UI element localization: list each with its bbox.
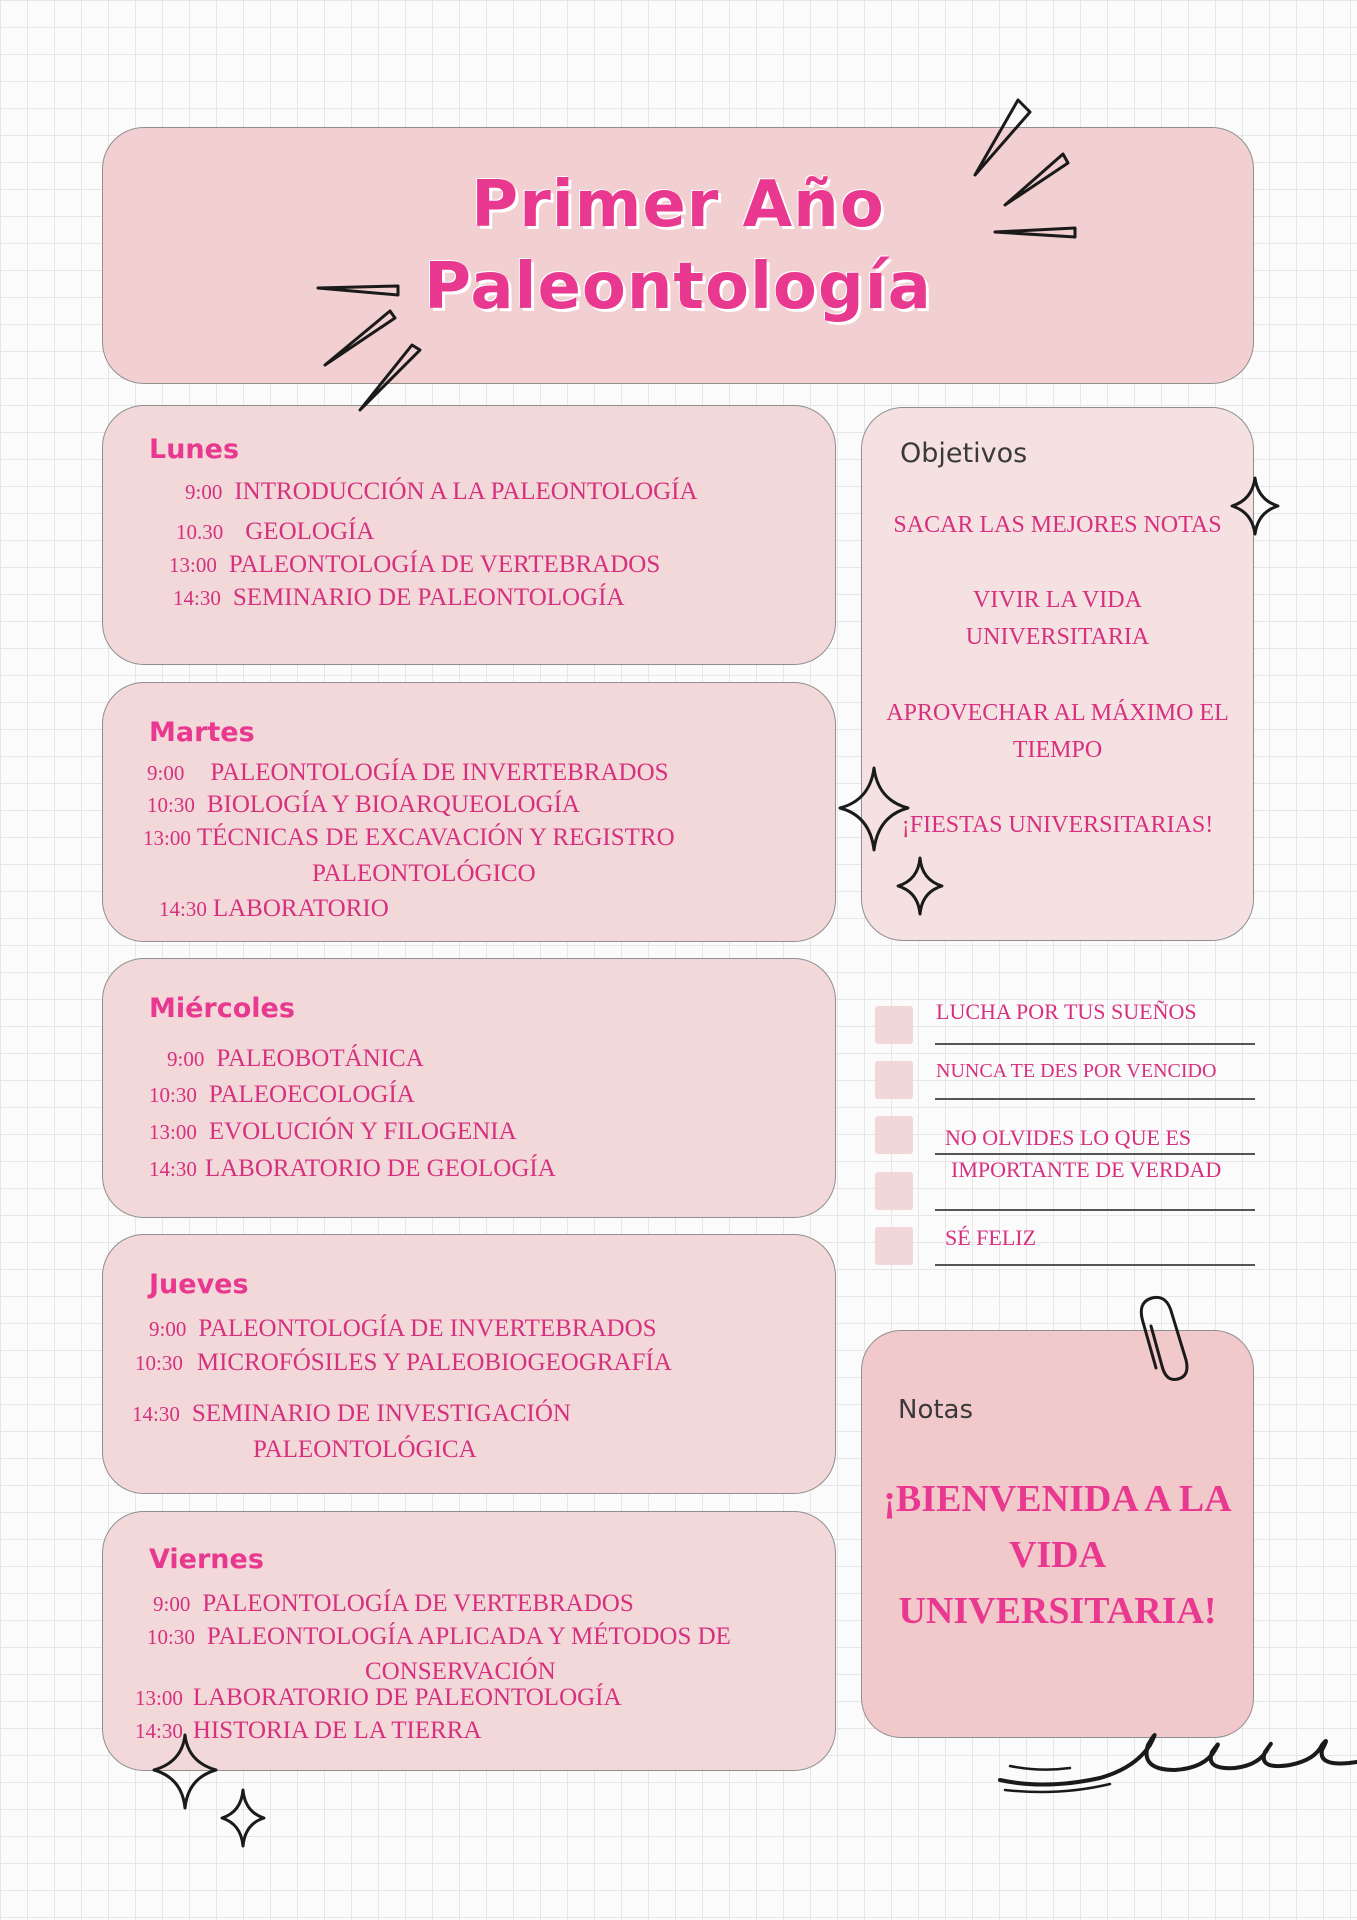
objective-item: VIVIR LA VIDA <box>973 587 1142 613</box>
day-title: Viernes <box>149 1544 264 1575</box>
notes-message-line: VIDA <box>1008 1534 1107 1576</box>
class-subject: LABORATORIO <box>212 895 389 922</box>
class-subject: PALEONTOLOGÍA APLICADA Y MÉTODOS DE <box>206 1623 731 1650</box>
class-time: 10:30 <box>147 793 195 817</box>
burst-line-icon <box>325 311 395 365</box>
class-time: 10:30 <box>135 1351 183 1375</box>
day-title: Miércoles <box>149 993 295 1024</box>
class-time: 9:00 <box>153 1592 191 1616</box>
sparkle-icon <box>222 1790 264 1846</box>
class-time: 13:00 <box>135 1686 183 1710</box>
burst-line-icon <box>975 100 1030 175</box>
class-time: 14:30 <box>132 1402 180 1426</box>
class-subject: HISTORIA DE LA TIERRA <box>192 1717 482 1744</box>
class-time: 9:00 <box>149 1317 187 1341</box>
paperclip-icon <box>1141 1297 1187 1379</box>
class-time: 9:00 <box>147 761 185 785</box>
objective-item-cont: UNIVERSITARIA <box>965 624 1150 650</box>
class-subject: PALEOBOTÁNICA <box>216 1045 424 1072</box>
class-subject: SEMINARIO DE PALEONTOLOGÍA <box>232 584 625 611</box>
class-subject: EVOLUCIÓN Y FILOGENIA <box>208 1118 517 1145</box>
checklist-item: SÉ FELIZ <box>945 1225 1037 1250</box>
class-time: 14:30 <box>159 897 207 921</box>
day-title: Martes <box>149 717 255 748</box>
class-subject: SEMINARIO DE INVESTIGACIÓN <box>191 1400 571 1427</box>
class-time: 13:00 <box>169 553 217 577</box>
sparkle-icon <box>898 858 942 914</box>
notes-title: Notas <box>898 1395 974 1425</box>
checklist-item: NUNCA TE DES POR VENCIDO <box>936 1060 1217 1082</box>
class-time: 14:30 <box>135 1719 183 1743</box>
sparkle-icon <box>154 1735 216 1808</box>
class-subject: PALEONTOLOGÍA DE VERTEBRADOS <box>202 1590 634 1617</box>
class-time: 10:30 <box>147 1625 195 1649</box>
checklist-item: NO OLVIDES LO QUE ES <box>945 1125 1192 1150</box>
class-time: 14:30 <box>173 586 221 610</box>
sparkle-icon <box>1232 478 1278 534</box>
objectives-title: Objetivos <box>900 438 1028 469</box>
burst-line-icon <box>360 345 420 410</box>
class-subject-continued: CONSERVACIÓN <box>365 1658 556 1685</box>
day-title: Jueves <box>149 1269 249 1300</box>
class-subject: TÉCNICAS DE EXCAVACIÓN Y REGISTRO <box>196 824 675 851</box>
notes-message-line: UNIVERSITARIA! <box>898 1590 1217 1632</box>
class-subject: LABORATORIO DE GEOLOGÍA <box>204 1155 556 1182</box>
class-time: 9:00 <box>185 480 223 504</box>
class-time: 14:30 <box>149 1157 197 1181</box>
class-time: 10.30 <box>176 520 224 544</box>
class-time: 13:00 <box>149 1120 197 1144</box>
title-line-1: Primer Año <box>471 168 885 242</box>
class-subject: LABORATORIO DE PALEONTOLOGÍA <box>192 1684 622 1711</box>
checklist-item-cont: IMPORTANTE DE VERDAD <box>951 1157 1222 1182</box>
class-subject: BIOLOGÍA Y BIOARQUEOLOGÍA <box>206 791 580 818</box>
class-subject: GEOLOGÍA <box>245 518 375 545</box>
class-subject: PALEONTOLOGÍA DE INVERTEBRADOS <box>198 1315 657 1342</box>
class-time: 10:30 <box>149 1083 197 1107</box>
objective-item-cont: TIEMPO <box>1012 737 1103 763</box>
objective-item: SACAR LAS MEJORES NOTAS <box>893 512 1222 538</box>
class-subject: PALEONTOLOGÍA DE VERTEBRADOS <box>228 551 661 578</box>
sparkle-icon <box>840 768 908 850</box>
class-subject: INTRODUCCIÓN A LA PALEONTOLOGÍA <box>234 478 698 505</box>
title-line-2: Paleontología <box>424 250 932 324</box>
class-subject: PALEOECOLOGÍA <box>208 1081 415 1108</box>
checklist-item: LUCHA POR TUS SUEÑOS <box>936 999 1197 1024</box>
burst-line-icon <box>1005 154 1068 205</box>
class-subject: PALEONTOLOGÍA DE INVERTEBRADOS <box>210 759 669 786</box>
scribble-icon <box>1000 1735 1357 1785</box>
class-time: 9:00 <box>167 1047 205 1071</box>
class-subject-continued: PALEONTOLÓGICO <box>312 860 536 887</box>
class-time: 13:00 <box>143 826 191 850</box>
burst-line-icon <box>995 228 1075 237</box>
burst-line-icon <box>318 286 398 295</box>
class-subject: MICROFÓSILES Y PALEOBIOGEOGRAFÍA <box>196 1349 672 1376</box>
objective-item: APROVECHAR AL MÁXIMO EL <box>886 700 1229 726</box>
objective-item: ¡FIESTAS UNIVERSITARIAS! <box>901 812 1214 838</box>
class-subject-continued: PALEONTOLÓGICA <box>253 1436 477 1463</box>
notes-message-line: ¡BIENVENIDA A LA <box>883 1478 1232 1520</box>
day-title: Lunes <box>149 434 240 465</box>
